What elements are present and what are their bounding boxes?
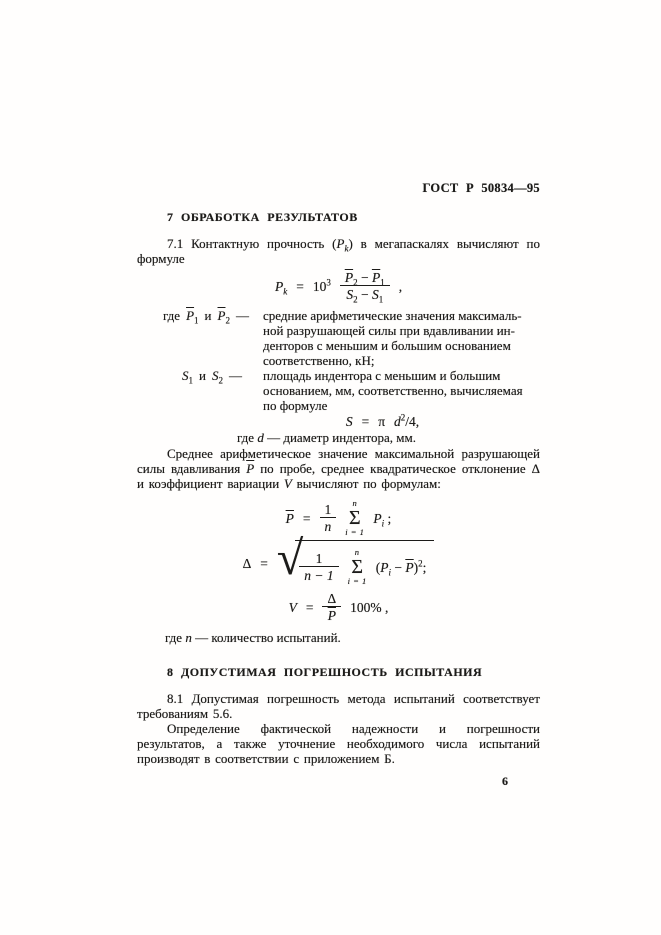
formula-mean-force xyxy=(137,499,540,537)
pi-symbol: π xyxy=(378,414,386,429)
conjunction: и xyxy=(204,308,212,323)
definition-p1-p2-term xyxy=(137,308,263,368)
em-dash: — xyxy=(267,430,281,445)
where-word: где xyxy=(163,308,181,323)
semicolon: ; xyxy=(422,559,427,575)
definition-s1-s2-text: площадь индентора с меньшим и большим основанием, мм, соответственно, вычисляемая по формуле xyxy=(263,368,523,413)
var-S1 xyxy=(182,368,193,386)
where-word: где xyxy=(237,430,255,445)
definition-n xyxy=(165,630,540,645)
subscript-k: k xyxy=(283,286,288,297)
subscript-1: 1 xyxy=(378,294,384,305)
squared-difference xyxy=(375,558,427,578)
d-squared-over-4 xyxy=(394,414,419,429)
var-Pi xyxy=(373,510,392,529)
denominator: n − 1 xyxy=(299,566,338,582)
denominator xyxy=(340,285,390,305)
sum-upper-limit: n xyxy=(354,547,360,557)
semicolon: ; xyxy=(387,510,392,526)
paragraph-mean-t1: Среднее арифметическое значение максимальной разрушающей силы вдавливания xyxy=(137,446,540,476)
sum-upper-limit: n xyxy=(352,498,358,508)
sum-lower-limit: i = 1 xyxy=(345,527,365,537)
var-P1-bar: $\overline{P}$ xyxy=(371,270,381,285)
definition-d xyxy=(237,430,540,445)
denominator: P xyxy=(322,606,341,622)
fraction-1-over-n-1 xyxy=(299,552,338,582)
subscript-i: i xyxy=(388,567,391,578)
em-dash: — xyxy=(235,308,249,323)
var-letter: P xyxy=(274,278,284,294)
var-S2: S xyxy=(346,287,354,302)
page-content xyxy=(137,210,540,789)
minus-sign: − xyxy=(360,270,369,285)
subscript-1: 1 xyxy=(194,315,199,326)
delta-symbol: Δ xyxy=(242,556,252,571)
em-dash: — xyxy=(228,368,242,383)
definition-s1-s2 xyxy=(137,368,540,413)
formula-contact-strength xyxy=(137,270,540,305)
radical-sign: √ xyxy=(276,532,304,585)
subscript-2: 2 xyxy=(353,277,358,288)
formula-variation-coefficient xyxy=(137,592,540,622)
superscript-3: 3 xyxy=(326,277,331,287)
subscript-1: 1 xyxy=(380,277,385,288)
radicand xyxy=(295,540,434,588)
var-S: S xyxy=(345,414,353,429)
var-letter: P xyxy=(373,510,382,526)
paragraph-appendix-b: Определение фактической надежности и погрешности результатов, а также уточнение необходимого числа испытаний производят в соответствии с приложением Б. xyxy=(137,721,540,766)
open-paren: ( xyxy=(375,559,381,575)
var-letter: S xyxy=(182,368,189,383)
section-7-heading: 7 ОБРАБОТКА РЕЗУЛЬТАТОВ xyxy=(167,210,358,224)
var-Pk xyxy=(274,278,288,297)
equals-sign: = xyxy=(305,599,314,615)
paragraph-8-1: 8.1 Допустимая погрешность метода испытаний соответствует требованиям 5.6. xyxy=(137,691,540,721)
formula-std-deviation xyxy=(137,532,540,588)
square-root xyxy=(276,532,434,588)
close-paren: ) xyxy=(413,559,419,575)
definition-d-text: диаметр индентора, мм. xyxy=(283,430,416,445)
coefficient-10-cubed xyxy=(313,279,331,294)
summation xyxy=(345,499,364,537)
numerator: Δ xyxy=(327,591,337,606)
sigma-symbol: Σ xyxy=(349,507,361,529)
divided-by-4: /4, xyxy=(405,414,420,429)
var-P-bar: $\overline{P}$ xyxy=(246,461,255,476)
var-P2-bar: $\overline{P}$ xyxy=(344,270,354,285)
var-P-bar: $\overline{P}$ xyxy=(405,559,414,575)
conjunction: и xyxy=(199,368,206,383)
var-letter: $\overline{P}$ xyxy=(186,308,195,323)
where-word: где xyxy=(165,630,183,645)
var-P-bar: $\overline{P}$ xyxy=(285,510,294,526)
coefficient-base: 10 xyxy=(312,278,327,294)
subscript-2: 2 xyxy=(225,315,230,326)
minus-sign: − xyxy=(360,287,369,302)
var-S2 xyxy=(211,368,223,386)
paragraph-mean xyxy=(137,446,540,491)
subscript-k: k xyxy=(344,243,349,254)
equals-sign: = xyxy=(296,278,304,294)
equals-sign: = xyxy=(361,414,370,429)
var-Pi: P xyxy=(380,559,389,575)
var-letter: S xyxy=(211,368,219,383)
paragraph-mean-t3: вычисляют по формулам: xyxy=(291,476,441,491)
equals-sign: = xyxy=(260,556,268,571)
section-8-heading: 8 ДОПУСТИМАЯ ПОГРЕШНОСТЬ ИСПЫТАНИЯ xyxy=(167,665,483,679)
equals-sign: = xyxy=(302,510,311,526)
em-dash: — xyxy=(195,630,209,645)
fraction-delta-over-P xyxy=(322,592,341,622)
comma: , xyxy=(398,278,403,294)
superscript-2: 2 xyxy=(400,412,406,423)
var-V: V xyxy=(288,599,297,615)
var-n: n xyxy=(185,630,192,645)
page-number: 6 xyxy=(502,774,508,788)
numerator: 1 xyxy=(315,551,323,566)
denominator: n xyxy=(320,517,337,533)
paragraph-7-1 xyxy=(137,236,540,266)
var-d: d xyxy=(257,430,264,445)
var-S1: S xyxy=(371,287,379,302)
definition-p1-p2 xyxy=(137,308,540,368)
definition-s1-s2-term xyxy=(137,368,263,413)
paragraph-7-1-text-before: 7.1 Контактную прочность ( xyxy=(167,236,337,251)
document-code: ГОСТ Р 50834—95 xyxy=(422,181,540,195)
subscript-2: 2 xyxy=(218,375,223,386)
paragraph-7-1-text-after: ) в мегапаскалях вычисляют по формуле xyxy=(137,236,540,266)
numerator: 1 xyxy=(324,502,332,517)
var-d: d xyxy=(394,414,401,429)
superscript-2: 2 xyxy=(418,558,423,568)
var-P2-bar xyxy=(217,308,230,326)
definition-p1-p2-text: средние арифметические значения максималь- ной разрушающей силы при вдавливании ин- денторов с меньшим и большим основанием соответственно, кН; xyxy=(263,308,522,368)
summation xyxy=(348,548,367,586)
sum-lower-limit: i = 1 xyxy=(347,576,367,586)
var-P1-bar xyxy=(186,308,199,326)
subscript-2: 2 xyxy=(353,294,358,305)
formula-indenter-area xyxy=(181,414,584,429)
var-P: P xyxy=(336,236,345,251)
hundred-percent: 100% , xyxy=(350,599,389,615)
numerator xyxy=(340,270,390,288)
subscript-i: i xyxy=(381,518,385,529)
var-letter: $\overline{P}$ xyxy=(217,308,226,323)
fraction xyxy=(340,270,390,305)
sigma-symbol: Σ xyxy=(351,556,363,578)
fraction-1-over-n xyxy=(320,503,337,533)
paragraph-mean-t2: по пробе, среднее квадратическое отклонение Δ и коэффициент вариации xyxy=(137,461,540,491)
minus-sign: − xyxy=(394,559,402,575)
subscript-1: 1 xyxy=(188,375,193,386)
var-V: V xyxy=(283,476,292,491)
definition-n-text: количество испытаний. xyxy=(211,630,341,645)
